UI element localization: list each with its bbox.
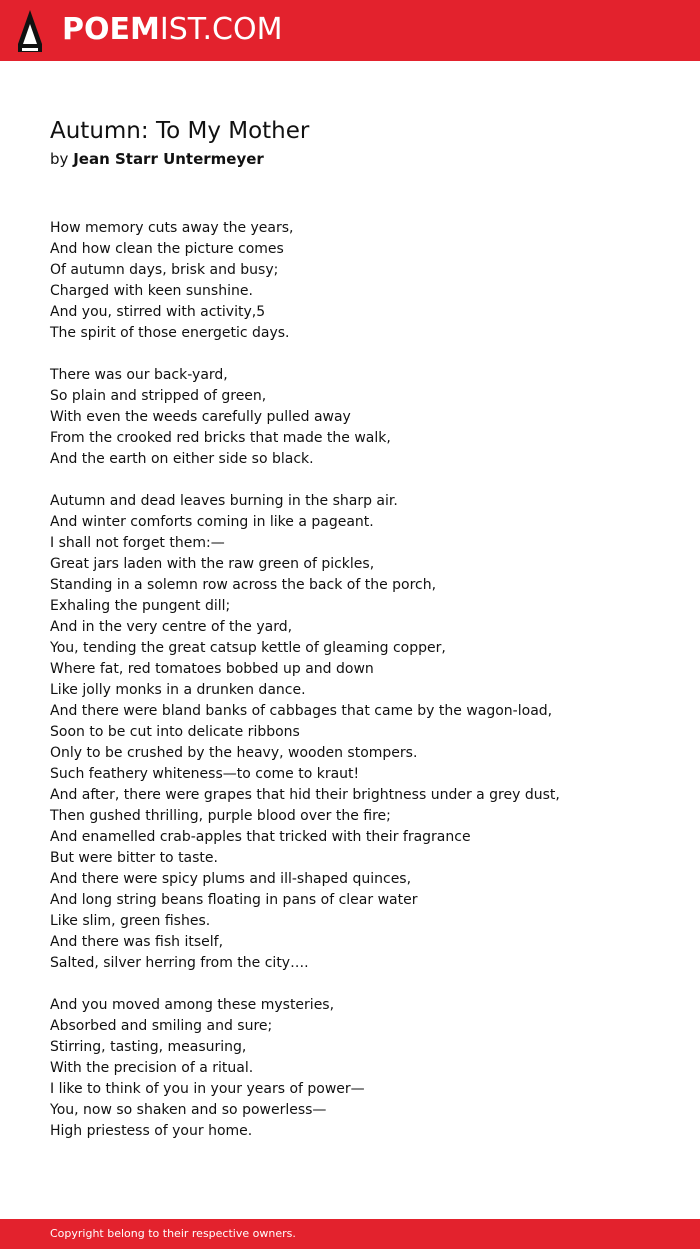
poem-line: And enamelled crab-apples that tricked with their fragrance	[50, 829, 471, 845]
poem-line: Exhaling the pungent dill;	[50, 598, 231, 614]
poem-line: Like jolly monks in a drunken dance.	[50, 682, 306, 698]
poem-line: So plain and stripped of green,	[50, 388, 267, 404]
poem-line: There was our back-yard,	[50, 367, 228, 383]
poem-line: Standing in a solemn row across the back of the porch,	[50, 577, 437, 593]
site-logo[interactable]	[62, 12, 282, 48]
poem-line: And in the very centre of the yard,	[50, 619, 293, 635]
poem-line: And after, there were grapes that hid their brightness under a grey dust,	[50, 787, 560, 803]
poem-line: Only to be crushed by the heavy, wooden stompers.	[50, 745, 418, 761]
poem-line: Like slim, green fishes.	[50, 913, 211, 929]
copyright-text: Copyright belong to their respective owners.	[50, 1227, 296, 1240]
poem-line: I shall not forget them:—	[50, 535, 225, 551]
poem-line: Absorbed and smiling and sure;	[50, 1018, 273, 1034]
poem-line: Salted, silver herring from the city….	[50, 955, 309, 971]
poem-line: And there were spicy plums and ill-shaped quinces,	[50, 871, 412, 887]
poem-line: You, now so shaken and so powerless—	[50, 1102, 327, 1118]
logo-text-bold: POEM	[62, 12, 160, 47]
poem-line: And winter comforts coming in like a pageant.	[50, 514, 374, 530]
poem-line: The spirit of those energetic days.	[50, 325, 290, 341]
poem-line: And long string beans floating in pans of clear water	[50, 892, 418, 908]
poem-line: And the earth on either side so black.	[50, 451, 314, 467]
logo-text-light: IST.COM	[159, 12, 283, 47]
site-header	[0, 0, 700, 61]
site-footer	[0, 1219, 700, 1249]
poem-line: Soon to be cut into delicate ribbons	[50, 724, 300, 740]
poem-line: But were bitter to taste.	[50, 850, 218, 866]
poem-line: I like to think of you in your years of power—	[50, 1081, 365, 1097]
poem-stanza	[50, 491, 670, 974]
poem-line: And you moved among these mysteries,	[50, 997, 335, 1013]
poem-stanza	[50, 995, 670, 1142]
poem-line: And there was fish itself,	[50, 934, 224, 950]
poem-line: High priestess of your home.	[50, 1123, 253, 1139]
poem-line: Where fat, red tomatoes bobbed up and down	[50, 661, 374, 677]
poem-line: You, tending the great catsup kettle of gleaming copper,	[50, 640, 446, 656]
author-name: Jean Starr Untermeyer	[73, 150, 264, 168]
poem-byline	[50, 148, 264, 170]
poem-line: Then gushed thrilling, purple blood over the fire;	[50, 808, 391, 824]
poem-line: How memory cuts away the years,	[50, 220, 294, 236]
poem-body	[50, 218, 670, 1163]
poem-line: Great jars laden with the raw green of pickles,	[50, 556, 375, 572]
pencil-tip-icon[interactable]	[18, 10, 42, 52]
poem-stanza	[50, 218, 670, 344]
poem-line: From the crooked red bricks that made the walk,	[50, 430, 391, 446]
by-label: by	[50, 150, 69, 168]
poem-line: With even the weeds carefully pulled away	[50, 409, 351, 425]
poem-line: Autumn and dead leaves burning in the sharp air.	[50, 493, 398, 509]
poem-stanza	[50, 365, 670, 470]
poem-line: And how clean the picture comes	[50, 241, 284, 257]
poem-line: And you, stirred with activity,5	[50, 304, 266, 320]
poem-line: Such feathery whiteness—to come to kraut!	[50, 766, 360, 782]
poem-line: Stirring, tasting, measuring,	[50, 1039, 247, 1055]
poem-line: And there were bland banks of cabbages that came by the wagon-load,	[50, 703, 553, 719]
poem-line: Of autumn days, brisk and busy;	[50, 262, 279, 278]
poem-line: Charged with keen sunshine.	[50, 283, 253, 299]
poem-title: Autumn: To My Mother	[50, 118, 310, 144]
poem-line: With the precision of a ritual.	[50, 1060, 254, 1076]
